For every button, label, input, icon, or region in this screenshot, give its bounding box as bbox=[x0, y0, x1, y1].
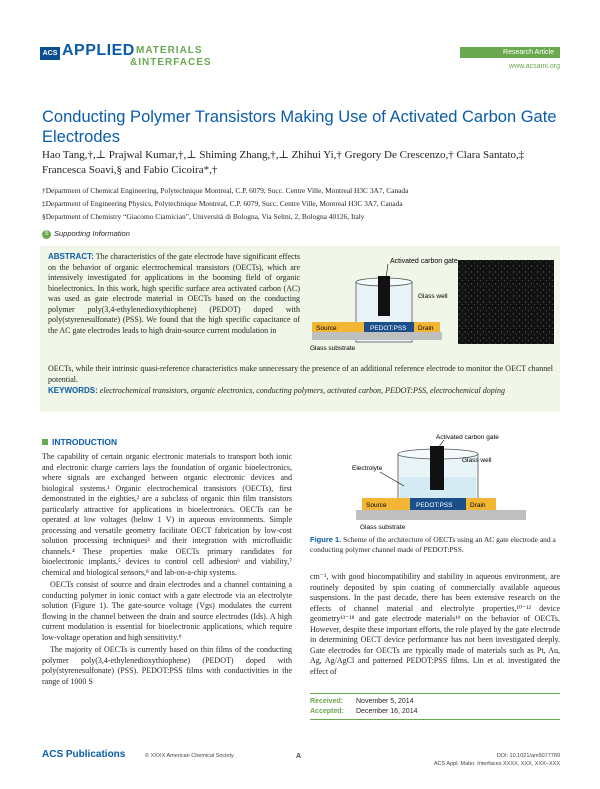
keywords-list: electrochemical transistors, organic electronics, conducting polymers, activated carbon, PEDOT:PSS, electrochemical doping bbox=[99, 386, 505, 395]
affiliation-3: §Department of Chemistry “Giacomo Ciamician”, Università di Bologna, Via Selmi, 2, Bologna 40126, Italy bbox=[42, 212, 365, 221]
article-type-badge: Research Article bbox=[460, 47, 560, 58]
figure-1-caption bbox=[310, 535, 558, 555]
toc-gate-label: Activated carbon gate bbox=[390, 258, 458, 265]
article-title: Conducting Polymer Transistors Making Use of Activated Carbon Gate Electrodes bbox=[42, 108, 557, 146]
fig1-source-label: Source bbox=[366, 502, 387, 509]
doi[interactable]: DOI: 10.1021/am5077789 bbox=[496, 753, 560, 759]
received-label: Received: bbox=[310, 698, 344, 705]
dates-rule-bottom bbox=[310, 719, 560, 720]
figure-1-caption-label: Figure 1. bbox=[310, 535, 342, 544]
keywords bbox=[48, 386, 553, 396]
fig1-well-label: Glass well bbox=[462, 457, 492, 464]
abstract-text bbox=[48, 252, 300, 336]
supporting-info-link[interactable] bbox=[42, 229, 130, 239]
toc-source-label: Source bbox=[316, 325, 337, 332]
toc-well-label: Glass well bbox=[418, 293, 448, 300]
author-list bbox=[42, 148, 562, 178]
fig1-ac-gate bbox=[430, 446, 444, 490]
acs-logo: ACS bbox=[40, 47, 60, 60]
section-heading-introduction bbox=[42, 437, 117, 447]
authors-line-2: Francesca Soavi,§ and Fabio Cicoira*,† bbox=[42, 164, 218, 176]
toc-channel-label: PEDOT:PSS bbox=[370, 325, 407, 332]
accepted-label: Accepted: bbox=[310, 708, 344, 715]
ac-gate bbox=[378, 276, 390, 316]
fig1-drain-label: Drain bbox=[470, 502, 486, 509]
journal-name-applied: APPLIED bbox=[62, 42, 135, 59]
figure-1 bbox=[350, 432, 540, 532]
glass-substrate bbox=[312, 332, 442, 340]
acs-publications-logo: ACS Publications bbox=[42, 749, 126, 760]
info-icon: S bbox=[42, 230, 51, 239]
dates-rule-top bbox=[310, 693, 560, 694]
fig1-substrate bbox=[356, 510, 526, 520]
copyright: © XXXX American Chemical Society bbox=[145, 753, 234, 759]
article-dates bbox=[310, 697, 560, 717]
abstract-text-continued: OECTs, while their intrinsic quasi-reference characteristics make unnecessary the presence of an additional reference electrode to monitor the OECT channel potential. bbox=[48, 364, 553, 384]
journal-web-link[interactable]: www.acsami.org bbox=[509, 63, 560, 70]
accepted-date: December 16, 2014 bbox=[356, 708, 418, 715]
section-bullet-icon bbox=[42, 439, 48, 445]
received-date: November 5, 2014 bbox=[356, 698, 414, 705]
intro-heading: INTRODUCTION bbox=[52, 437, 118, 447]
toc-graphic bbox=[308, 252, 556, 360]
intro-paragraph-1: The capability of certain organic electronic materials to transport both ionic and electronic charge carriers lays the foundation of organic bioelectronics, where signals are exchanged between organic electronic devices and biological systems.¹ Organic electrochemical transistors (OECTs), first demonstrated in the eighties,² are a subclass of organic thin film transistors particularly attractive for applications in bioelectronics. OECTs can be operated at low voltages (below 1 V) in aqueous environments. Simple processing and versatile geometry facilitate OECT fabrication by low-cost solution processing techniques³ and their integration with microfluidic channels.⁴ These properties make OECTs primary candidates for bioelectronic implants,⁵ devices to control cell adhesion⁶ and viability,⁷ chemical and biological sensors,⁸ and lab-on-a-chip systems. bbox=[42, 452, 292, 577]
abstract-body-1: The characteristics of the gate electrode have significant effects on the behavior of organic electrochemical transistors (OECTs), which are intensively investigated for applications in the booming field of organic bioelectronics. In this work, high specific surface area activated carbon (AC) was used as gate electrode material in OECTs based on the conducting polymer poly(3,4-ethylenedioxythiophene) (PEDOT) doped with poly(styrenesulfonate) (PSS). We found that the high specific capacitance of the AC gate electrodes leads to high drain-source current modulation in bbox=[48, 252, 301, 335]
intro-column-left bbox=[42, 452, 292, 687]
fig1-substrate-label: Glass substrate bbox=[360, 524, 406, 531]
supporting-info-label: Supporting Information bbox=[54, 229, 130, 238]
abstract-label: ABSTRACT: bbox=[48, 252, 94, 261]
fig1-gate-label: Activated carbon gate bbox=[436, 434, 499, 441]
keywords-label: KEYWORDS: bbox=[48, 386, 98, 395]
intro-paragraph-2: OECTs consist of source and drain electrodes and a channel containing a conducting polymer in ionic contact with a gate electrode via an electrolyte solution (Figure 1). The gate-source voltage (Vgs) modulates the current flowing in the channel between the drain and source electrodes (Ids). A high current modulation is essential for bioelectronic applications, which require low-voltage operation and high sensitivity.⁹ bbox=[42, 580, 292, 642]
toc-substrate-label: Glass substrate bbox=[310, 345, 356, 352]
citation: ACS Appl. Mater. Interfaces XXXX, XXX, XXX−XXX bbox=[433, 761, 560, 767]
intro-column-right: cm⁻¹, with good biocompatibility and stability in aqueous environment, are routinely deposited by spin coating of commercially available aqueous suspensions. In the past decade, there has been extensive research on the effects of channel material and electrolyte properties,¹⁰⁻¹² device geometry¹³⁻¹⁸ and gate electrode materials¹⁹ on the behavior of OECTs. However, despite these important efforts, the role played by the gate electrode in determining OECT device performance has not been investigated deeply. Gate electrodes for OECTs are typically made of materials such as Pt, Au, Ag, Ag/AgCl and patterned PEDOT:PSS films. Lin et al. investigated the effect of bbox=[310, 572, 560, 676]
journal-name-materials: MATERIALS bbox=[136, 45, 203, 56]
page-number: A bbox=[296, 753, 302, 760]
fig1-channel-label: PEDOT:PSS bbox=[416, 502, 453, 509]
sem-image bbox=[458, 260, 554, 344]
figure-1-caption-text: Scheme of the architecture of OECTs using an AC gate electrode and a conducting polymer channel made of PEDOT:PSS. bbox=[310, 535, 556, 554]
authors-line-1: Hao Tang,†,⊥ Prajwal Kumar,†,⊥ Shiming Zhang,†,⊥ Zhihui Yi,† Gregory De Crescenzo,† Clara Santato,‡ bbox=[42, 149, 525, 161]
affiliation-2: ‡Department of Engineering Physics, Polytechnique Montreal, C.P. 6079, Succ. Centre Ville, Montreal H3C 3A7, Canada bbox=[42, 199, 403, 208]
fig1-electrolyte-label: Electrolyte bbox=[352, 465, 383, 472]
journal-name-interfaces: &INTERFACES bbox=[130, 57, 212, 68]
toc-drain-label: Drain bbox=[418, 325, 434, 332]
intro-paragraph-3: The majority of OECTs is currently based on thin films of the conducting polymer poly(3,4-ethylenedioxythiophene) (PEDOT) doped with poly(styrenesulfonate) (PSS). PEDOT:PSS films with conductivities in the range of 1000 S bbox=[42, 645, 292, 686]
affiliation-1: †Department of Chemical Engineering, Polytechnique Montreal, C.P. 6079, Succ. Centre Ville, Montreal H3C 3A7, Canada bbox=[42, 186, 409, 195]
